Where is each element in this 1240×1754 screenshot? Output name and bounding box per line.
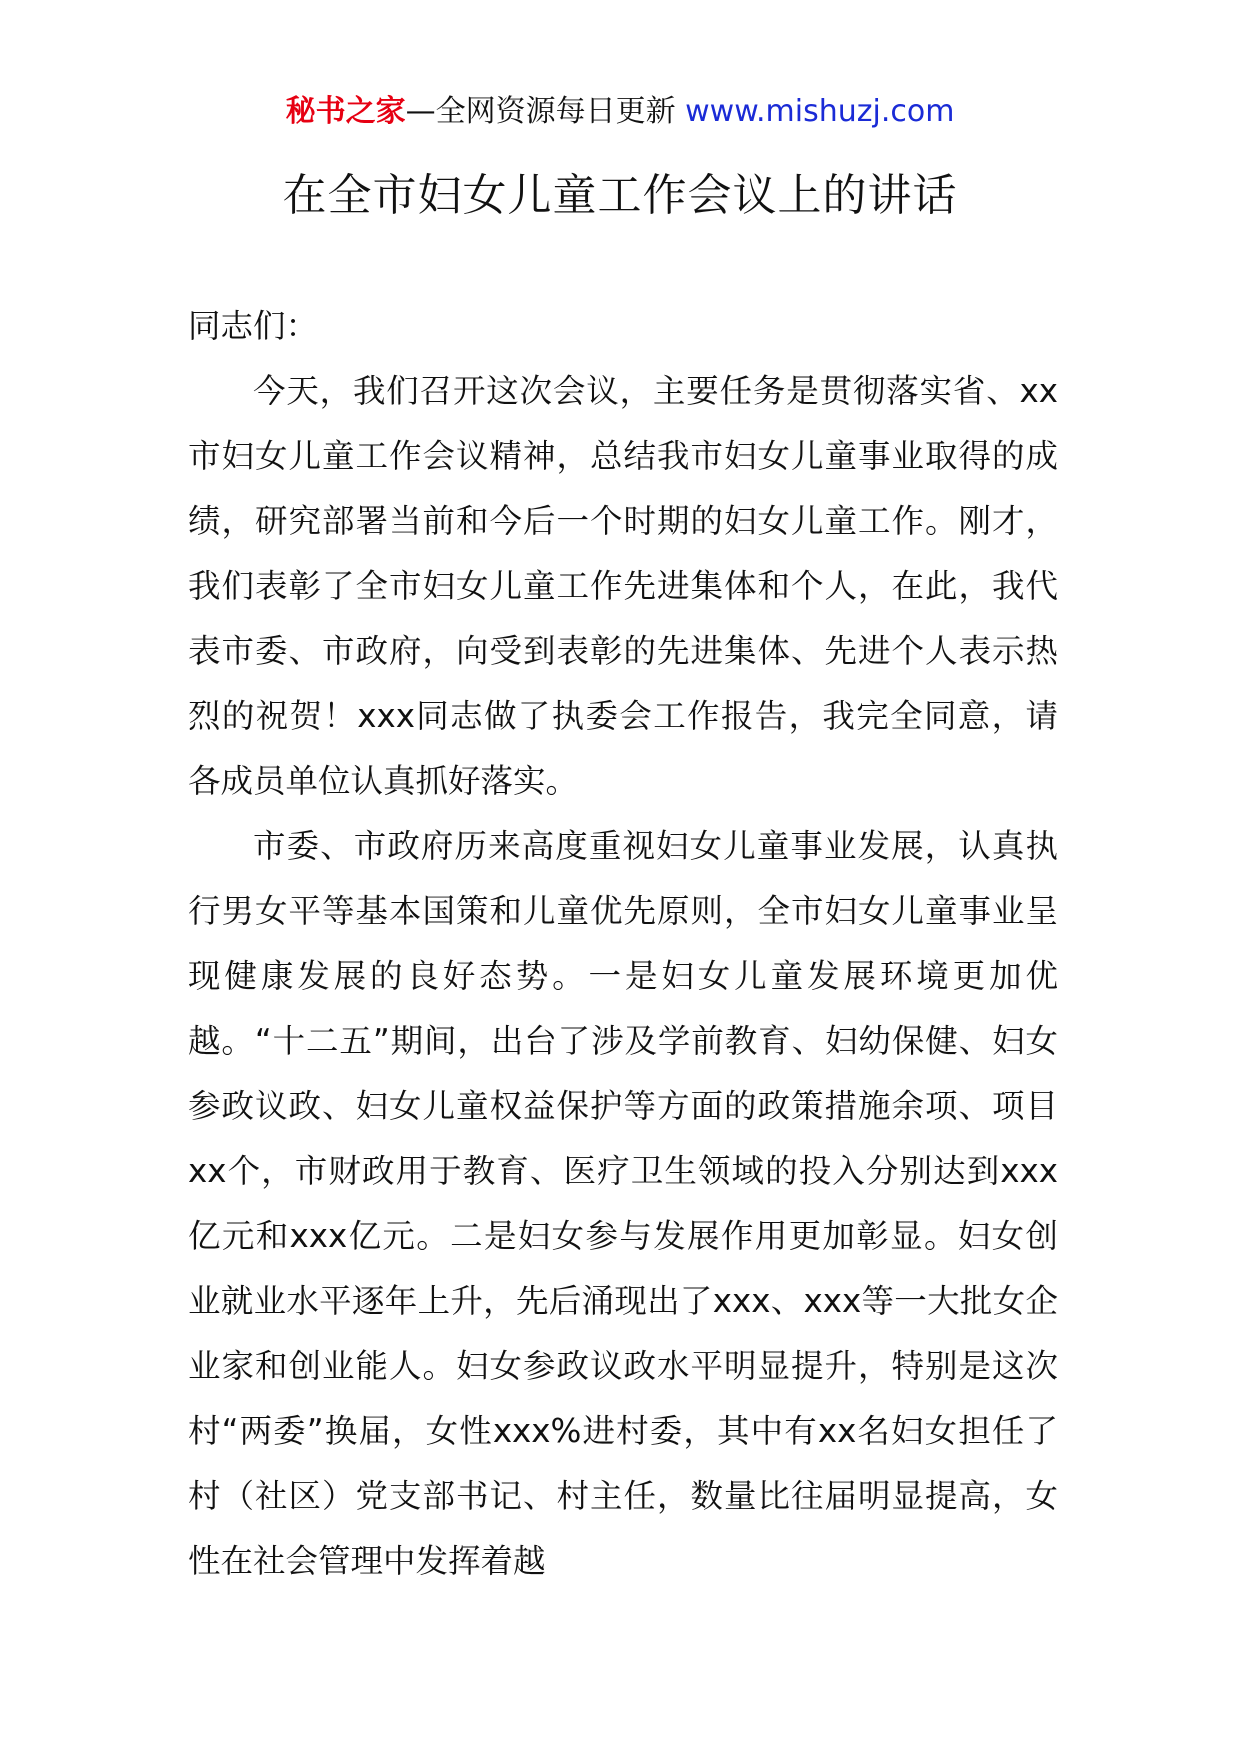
site-header xyxy=(0,92,1240,132)
brand-name: 秘书之家 xyxy=(285,94,406,129)
site-url-link[interactable]: www.mishuzj.com xyxy=(685,94,955,129)
header-tagline: —全网资源每日更新 xyxy=(405,94,686,129)
salutation: 同志们： xyxy=(188,307,319,345)
body-paragraph: 今天，我们召开这次会议，主要任务是贯彻落实省、xx市妇女儿童工作会议精神，总结我市妇女儿童事业取得的成绩，研究部署当前和今后一个时期的妇女儿童工作。刚才，我们表彰了全市妇女儿童工作先进集体和个人，在此，我代表市委、市政府，向受到表彰的先进集体、先进个人表示热烈的祝贺！xxx同志做了执委会工作报告，我完全同意，请各成员单位认真抓好落实。 xyxy=(188,372,1058,800)
document-body xyxy=(188,294,1058,1594)
document-title: 在全市妇女儿童工作会议上的讲话 xyxy=(282,170,958,221)
body-paragraph: 市委、市政府历来高度重视妇女儿童事业发展，认真执行男女平等基本国策和儿童优先原则，全市妇女儿童事业呈现健康发展的良好态势。一是妇女儿童发展环境更加优越。“十二五”期间，出台了涉及学前教育、妇幼保健、妇女参政议政、妇女儿童权益保护等方面的政策措施余项、项目xx个，市财政用于教育、医疗卫生领域的投入分别达到xxx亿元和xxx亿元。二是妇女参与发展作用更加彰显。妇女创业就业水平逐年上升，先后涌现出了xxx、xxx等一大批女企业家和创业能人。妇女参政议政水平明显提升，特别是这次村“两委”换届，女性xxx%进村委，其中有xx名妇女担任了村（社区）党支部书记、村主任，数量比往届明显提高，女性在社会管理中发挥着越 xyxy=(188,827,1058,1580)
